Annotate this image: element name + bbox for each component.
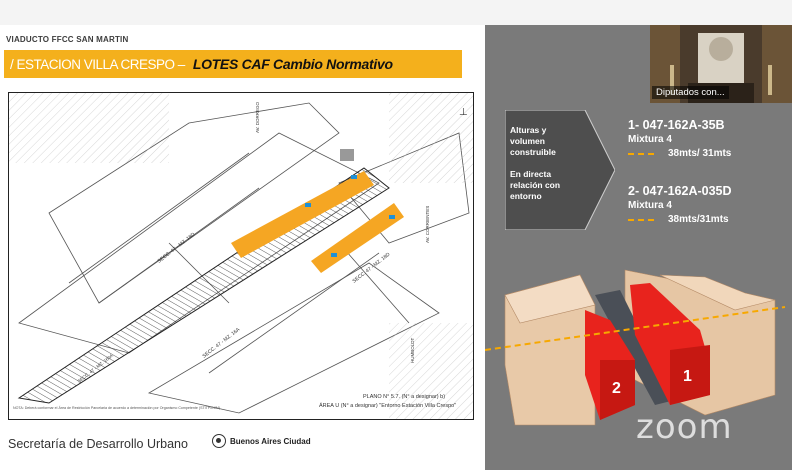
participant-name-label: Diputados con... [652,86,729,99]
plan-note: NOTA: Deberá conformar el Área de Restricción Parcelaria de acuerdo a determinación por Organismo Competente (STITP/INIM) [13,406,221,410]
lot-code: 2- 047-162A-035D [628,184,732,198]
buenos-aires-logo [212,434,311,448]
lot-height-row [628,214,732,225]
secc-label: SECC. 47 - MZ. 18D [351,251,392,285]
lot-marker [331,253,337,257]
arrow-line: entorno [510,191,542,201]
lot-info-2 [628,184,732,225]
lot-marker [351,175,357,179]
lot-mixtura: Mixtura 4 [628,134,672,145]
secc-label: SECC. 47 - MZ. 18D [156,231,197,265]
volume-label-1: 1 [683,368,692,385]
street-label: HUMBOLDT [410,337,415,363]
lot-marker [305,203,311,207]
site-plan-drawing [9,93,473,419]
arrow-line: En directa [510,169,552,179]
title-part1: / ESTACION VILLA CRESPO – [10,56,185,72]
lot-info-1 [628,118,731,159]
lot-marker [389,215,395,219]
logo-text: Buenos Aires Ciudad [230,436,311,446]
zoom-top-bar [0,0,792,25]
plano-label: PLANO N° 5.7. (N° a designar) b) [363,394,446,400]
title-part2: LOTES CAF Cambio Normativo [192,56,393,72]
secc-label: SECC. 47 - MZ. 16A [201,326,242,360]
arrow-spacer [510,158,585,169]
zoom-watermark: zoom [636,407,733,447]
dashed-line-icon [628,219,654,221]
gray-parcel [340,149,354,161]
lot-height: 38mts/ 31mts [668,148,732,159]
arrow-line: volumen [510,136,545,146]
dashed-line-icon [628,153,654,155]
lot-code: 1- 047-162A-35B [628,118,725,132]
section-label: VIADUCTO FFCC SAN MARTIN [6,35,129,44]
site-plan [8,92,474,420]
footer-organization: Secretaría de Desarrollo Urbano [8,437,188,451]
lot-mixtura: Mixtura 4 [628,200,672,211]
arrow-line: construible [510,147,556,157]
hatch-zone-nw [9,93,169,163]
arrow-description [510,125,585,202]
title-banner [4,50,462,78]
street-label: AV. CORRIENTES [425,205,430,243]
arrow-line: Alturas y [510,125,547,135]
city-logo-icon [212,434,226,448]
area-label: ÁREA U (N° a designar) "Entorno Estación Villa Crespo" [319,403,457,409]
arrow-line: relación con [510,180,561,190]
volume-label-2: 2 [612,380,621,397]
lot-height-row [628,148,731,159]
secc-label: SECC. 47 - MZ. 160A [76,353,114,384]
lot-height: 38mts/31mts [668,214,729,225]
north-arrow-icon: ⊥ [459,107,468,118]
street-label: AV. DORREGO [255,101,260,133]
